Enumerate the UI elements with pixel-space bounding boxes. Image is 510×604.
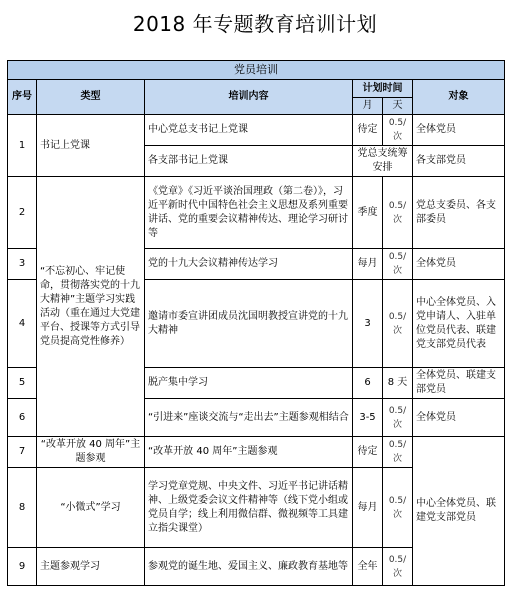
seq-cell: 7 [8,437,37,468]
content-cell: 脱产集中学习 [145,368,353,399]
type-cell: “小微式”学习 [37,468,145,548]
type-cell: “不忘初心、牢记使命，贯彻落实党的十九大精神”主题学习实践活动（重在通过大党建平台、授课等方式引导党员提高党性修养） [37,177,145,437]
type-cell: “改革开放 40 周年”主题参观 [37,437,145,468]
month-days-cell: 党总支统筹安排 [353,146,413,177]
seq-cell: 6 [8,399,37,437]
days-cell: 0.5/次 [383,548,413,586]
content-cell: 参观党的诞生地、爱国主义、廉政教育基地等 [145,548,353,586]
header-month: 月 [353,98,383,115]
target-cell: 全体党员、联建支部党员 [413,368,505,399]
header-type: 类型 [37,80,145,115]
training-plan-table [7,60,505,586]
section-band-row [8,61,505,80]
header-days: 天 [383,98,413,115]
month-cell: 全年 [353,548,383,586]
month-cell: 每月 [353,249,383,280]
page-title: 2018 年专题教育培训计划 [132,12,378,36]
days-cell: 0.5/次 [383,280,413,368]
header-content: 培训内容 [145,80,353,115]
month-cell: 待定 [353,437,383,468]
month-cell: 季度 [353,177,383,249]
type-cell: 主题参观学习 [37,548,145,586]
days-cell: 0.5/次 [383,249,413,280]
content-cell: “改革开放 40 周年”主题参观 [145,437,353,468]
days-cell: 0.5/次 [383,399,413,437]
month-cell: 每月 [353,468,383,548]
target-cell: 全体党员 [413,249,505,280]
seq-cell: 4 [8,280,37,368]
seq-cell: 5 [8,368,37,399]
header-target: 对象 [413,80,505,115]
content-cell: 中心党总支书记上党课 [145,115,353,146]
month-cell: 待定 [353,115,383,146]
content-cell: “引进来”座谈交流与“走出去”主题参观相结合 [145,399,353,437]
days-cell: 0.5/次 [383,437,413,468]
days-cell: 0.5/次 [383,468,413,548]
section-title: 党员培训 [8,61,505,80]
target-cell: 全体党员 [413,115,505,146]
content-cell: 学习党章党规、中央文件、习近平书记讲话精神、上级党委会议文件精神等（线下党小组或党员自学；线上利用微信群、微视频等工具建立指尖课堂） [145,468,353,548]
seq-cell: 3 [8,249,37,280]
month-cell: 3 [353,280,383,368]
table-row [8,115,505,146]
seq-cell: 9 [8,548,37,586]
content-cell: 《党章》《习近平谈治国理政（第二卷）》，习近平新时代中国特色社会主义思想及系列重要讲话、党的重要会议精神传达、理论学习研讨等 [145,177,353,249]
month-cell: 3-5 [353,399,383,437]
target-cell: 中心全体党员、联建党支部党员 [413,437,505,586]
table-row [8,177,505,249]
days-cell: 8 天 [383,368,413,399]
target-cell: 各支部党员 [413,146,505,177]
seq-cell: 2 [8,177,37,249]
content-cell: 各支部书记上党课 [145,146,353,177]
header-seq: 序号 [8,80,37,115]
seq-cell: 8 [8,468,37,548]
table-row [8,437,505,468]
content-cell: 邀请市委宣讲团成员沈国明教授宣讲党的十九大精神 [145,280,353,368]
header-row [8,80,505,98]
days-cell: 0.5/次 [383,177,413,249]
seq-cell: 1 [8,115,37,177]
month-cell: 6 [353,368,383,399]
target-cell: 全体党员 [413,399,505,437]
content-cell: 党的十九大会议精神传达学习 [145,249,353,280]
days-cell: 0.5/次 [383,115,413,146]
header-time: 计划时间 [353,80,413,98]
target-cell: 党总支委员、各支部委员 [413,177,505,249]
type-cell: 书记上党课 [37,115,145,177]
target-cell: 中心全体党员、入党申请人、入驻单位党员代表、联建党支部党员代表 [413,280,505,368]
